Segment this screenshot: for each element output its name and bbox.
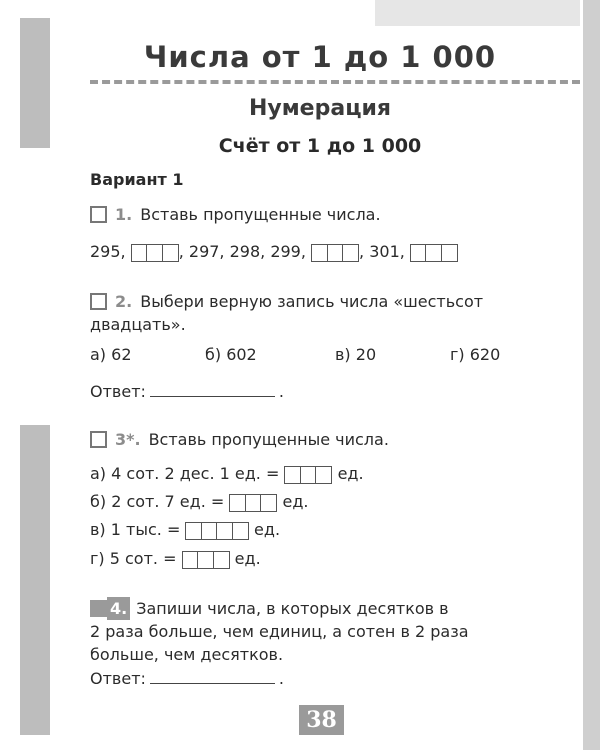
task-3-row-a <box>90 462 364 485</box>
task-3-row-d-box[interactable] <box>182 551 230 569</box>
task-4-header <box>90 597 560 666</box>
task-1-header <box>90 203 381 226</box>
task-4-text-line2: 2 раза больше, чем единиц, а сотен в 2 раза <box>90 622 469 641</box>
task-1-answer-box-1[interactable] <box>131 244 179 262</box>
top-gray-band <box>375 0 580 26</box>
task-3-row-b <box>90 490 308 513</box>
task-3-header <box>90 428 389 451</box>
task-4-text-line1: Запиши числа, в которых десятков в <box>136 599 449 618</box>
task-1-checkbox[interactable] <box>90 206 107 223</box>
page-number: 38 <box>299 705 344 735</box>
task-3-row-a-right: ед. <box>337 464 364 483</box>
task-4-answer <box>90 667 284 690</box>
task-1-number: 1. <box>115 205 133 224</box>
task-3-row-a-left: а) 4 сот. 2 дес. 1 ед. = <box>90 464 280 483</box>
task-2-option-a: а) 62 <box>90 345 132 364</box>
task-1-answer-box-2[interactable] <box>311 244 359 262</box>
task-2-text-line1: Выбери верную запись числа «шестьсот <box>140 292 484 311</box>
task-2-answer-end: . <box>278 382 284 401</box>
task-1-num-a: 295, <box>90 242 126 261</box>
task-1-num-b: , 297, 298, 299, <box>178 242 306 261</box>
task-2-text-line2: двадцать». <box>90 315 186 334</box>
task-1-sequence <box>90 240 458 263</box>
task-1-answer-box-3[interactable] <box>410 244 458 262</box>
task-3-text: Вставь пропущенные числа. <box>148 430 389 449</box>
task-2-answer-label: Ответ: <box>90 382 146 401</box>
task-3-row-c-right: ед. <box>254 520 281 539</box>
left-margin-band <box>20 18 50 148</box>
task-3-row-d-right: ед. <box>234 549 261 568</box>
task-2-number: 2. <box>115 292 133 311</box>
task-2-option-b: б) 602 <box>205 345 257 364</box>
task-2-option-c: в) 20 <box>335 345 377 364</box>
task-3-row-a-box[interactable] <box>284 466 332 484</box>
task-4-answer-end: . <box>278 669 284 688</box>
task-2-answer-line[interactable] <box>150 382 275 397</box>
task-2-header <box>90 290 560 336</box>
task-3-row-c-box[interactable] <box>185 522 249 540</box>
task-3-row-b-right: ед. <box>282 492 309 511</box>
subsection-heading: Счёт от 1 до 1 000 <box>218 135 422 157</box>
task-2-answer <box>90 380 284 403</box>
task-1-text: Вставь пропущенные числа. <box>140 205 381 224</box>
task-3-row-b-box[interactable] <box>229 494 277 512</box>
task-3-row-b-left: б) 2 сот. 7 ед. = <box>90 492 225 511</box>
task-3-row-d <box>90 547 261 570</box>
task-3-row-c <box>90 518 280 541</box>
section-heading: Нумерация <box>248 96 392 121</box>
task-3-row-c-left: в) 1 тыс. = <box>90 520 181 539</box>
task-4-checkbox[interactable] <box>90 600 107 617</box>
task-3-number: 3*. <box>115 430 141 449</box>
task-4-answer-line[interactable] <box>150 669 275 684</box>
variant-label: Вариант 1 <box>90 170 184 189</box>
task-4-text-line3: больше, чем десятков. <box>90 645 284 664</box>
task-2-option-d: г) 620 <box>450 345 501 364</box>
task-2-checkbox[interactable] <box>90 293 107 310</box>
page-title: Числа от 1 до 1 000 <box>143 40 497 74</box>
task-3-checkbox[interactable] <box>90 431 107 448</box>
task-1-num-c: , 301, <box>359 242 405 261</box>
task-4-answer-label: Ответ: <box>90 669 146 688</box>
task-4-number: 4. <box>107 597 130 620</box>
dashed-divider <box>90 80 580 84</box>
left-margin-band-lower <box>20 425 50 735</box>
task-3-row-d-left: г) 5 сот. = <box>90 549 177 568</box>
